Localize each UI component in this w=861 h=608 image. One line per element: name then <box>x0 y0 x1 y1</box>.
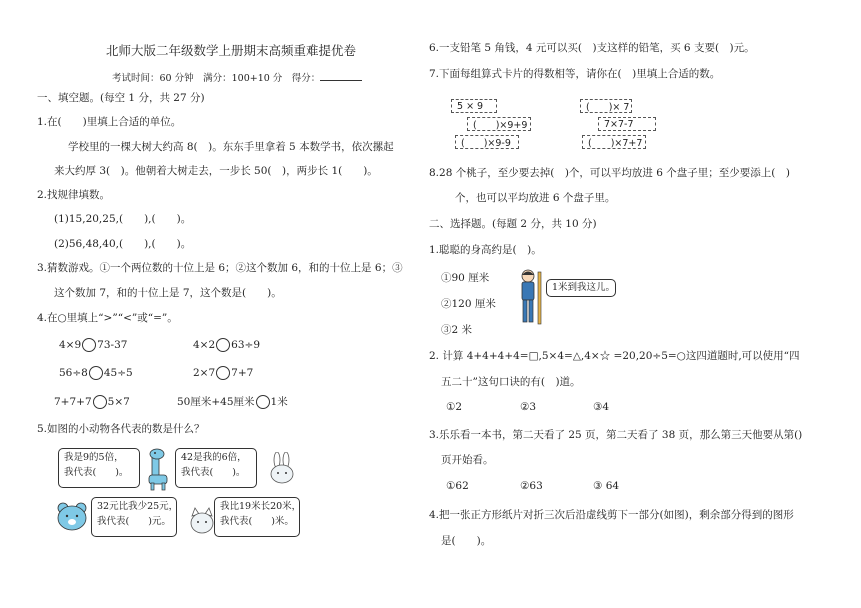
question-2-a: (1)15,20,25,( ),( )。 <box>54 213 192 225</box>
question-5: 5.如图的小动物各代表的数是什么？ <box>37 423 205 435</box>
speech-bubble-kid: 1米到我这儿。 <box>546 279 616 297</box>
choice-3-line-1: 3.乐乐看一本书，第二天看了 25 页，第二天看了 38 页，那么第三天他要从第() <box>429 429 803 441</box>
speech-bubble-bear: 32元比我少25元， 我代表( )元。 <box>91 497 177 537</box>
equation-card[interactable]: ( )×9-9 <box>455 135 519 149</box>
equation-card[interactable]: ( )×9+9 <box>467 117 531 131</box>
cat-icon <box>187 506 217 536</box>
choice-4-line-1: 4.把一张正方形纸片对折三次后沿虚线剪下一部分(如图)，剩余部分得到的图形 <box>429 509 794 521</box>
question-7: 7.下面每组算式卡片的得数相等，请你在( )里填上合适的数。 <box>429 68 721 80</box>
section-choice: 二、选择题。(每题 2 分，共 10 分) <box>429 218 597 230</box>
giraffe-icon <box>143 447 173 491</box>
choice-3-option[interactable]: ①62 <box>446 480 469 492</box>
question-4: 4.在○里填上“>”“<”或“=”。 <box>37 312 178 324</box>
choice-3-option[interactable]: ②63 <box>520 480 543 492</box>
score-blank[interactable] <box>320 71 362 81</box>
question-8-line-2: 个，也可以平均放进 6 个盘子里。 <box>455 192 616 204</box>
exam-meta-text: 考试时间：60 分钟 满分：100+10 分 得分： <box>112 73 321 84</box>
question-1-line-1: 学校里的一棵大树大约高 8( )。东东手里拿着 5 本数学书，依次摞起 <box>68 141 394 153</box>
choice-2-line-1: 2. 计算 4+4+4+4=□,5×4=△,4×☆ =20,20÷5=○这四道题时,可以使用“四 <box>429 350 800 362</box>
compare-item: 50厘米+45厘米 1米 <box>177 396 288 408</box>
equation-card: 5 × 9 <box>451 99 497 113</box>
question-2-b: (2)56,48,40,( ),( )。 <box>54 238 192 250</box>
choice-2-line-2: 五二十”这句口诀的有( )道。 <box>441 376 581 388</box>
compare-circle[interactable] <box>89 366 103 380</box>
choice-2-option[interactable]: ③4 <box>593 401 610 413</box>
kid-with-ruler-icon <box>516 268 544 328</box>
choice-1-option[interactable]: ③2 米 <box>441 324 473 336</box>
compare-item: 4×9 73-37 <box>59 339 128 351</box>
choice-1-option[interactable]: ②120 厘米 <box>441 298 496 310</box>
compare-circle[interactable] <box>216 338 230 352</box>
compare-circle[interactable] <box>256 395 270 409</box>
bear-icon <box>55 500 91 534</box>
page-title: 北师大版二年级数学上册期末高频重难提优卷 <box>106 43 357 58</box>
compare-item: 4×2 63÷9 <box>193 339 261 351</box>
question-3-line-2: 这个数加 7，和的十位上是 7，这个数是( )。 <box>54 287 282 299</box>
compare-item: 56÷8 45÷5 <box>59 367 133 379</box>
compare-item: 2×7 7+7 <box>193 367 254 379</box>
question-2: 2.找规律填数。 <box>37 189 111 201</box>
speech-bubble-giraffe: 我是9的5倍， 我代表( )。 <box>58 448 140 488</box>
choice-1: 1.聪聪的身高约是( )。 <box>429 244 542 256</box>
question-1: 1.在( )里填上合适的单位。 <box>37 116 182 128</box>
rabbit-icon <box>267 452 297 486</box>
equation-card[interactable]: ( )×7+7 <box>582 135 646 149</box>
choice-2-option[interactable]: ①2 <box>446 401 463 413</box>
choice-2-option[interactable]: ②3 <box>520 401 537 413</box>
compare-item: 7+7+7 5×7 <box>54 396 130 408</box>
compare-circle[interactable] <box>82 338 96 352</box>
choice-3-line-2: 页开始看。 <box>441 454 494 466</box>
speech-bubble-rabbit: 42是我的6倍， 我代表( )。 <box>175 448 257 488</box>
equation-card: 7×7-7 <box>598 117 656 131</box>
exam-meta <box>112 71 362 84</box>
speech-bubble-cat: 我比19米长20米， 我代表( )米。 <box>214 497 300 537</box>
compare-circle[interactable] <box>93 395 107 409</box>
compare-circle[interactable] <box>216 366 230 380</box>
question-3-line-1: 3.猜数游戏。①一个两位数的十位上是 6；②这个数加 6，和的十位上是 6；③ <box>37 262 403 274</box>
question-6: 6.一支铅笔 5 角钱，4 元可以买( )支这样的铅笔，买 6 支要( )元。 <box>429 42 755 54</box>
choice-3-option[interactable]: ③ 64 <box>593 480 620 492</box>
equation-card[interactable]: ( )× 7 <box>580 99 632 113</box>
question-8-line-1: 8.28 个桃子，至少要去掉( )个，可以平均放进 6 个盘子里；至少要添上( ) <box>429 167 790 179</box>
question-1-line-2: 来大约厚 3( )。他朝着大树走去，一步长 50( )，两步长 1( )。 <box>54 165 378 177</box>
section-fill-in: 一、填空题。(每空 1 分，共 27 分) <box>37 92 205 104</box>
choice-1-option[interactable]: ①90 厘米 <box>441 272 490 284</box>
choice-4-line-2: 是( )。 <box>441 535 492 547</box>
